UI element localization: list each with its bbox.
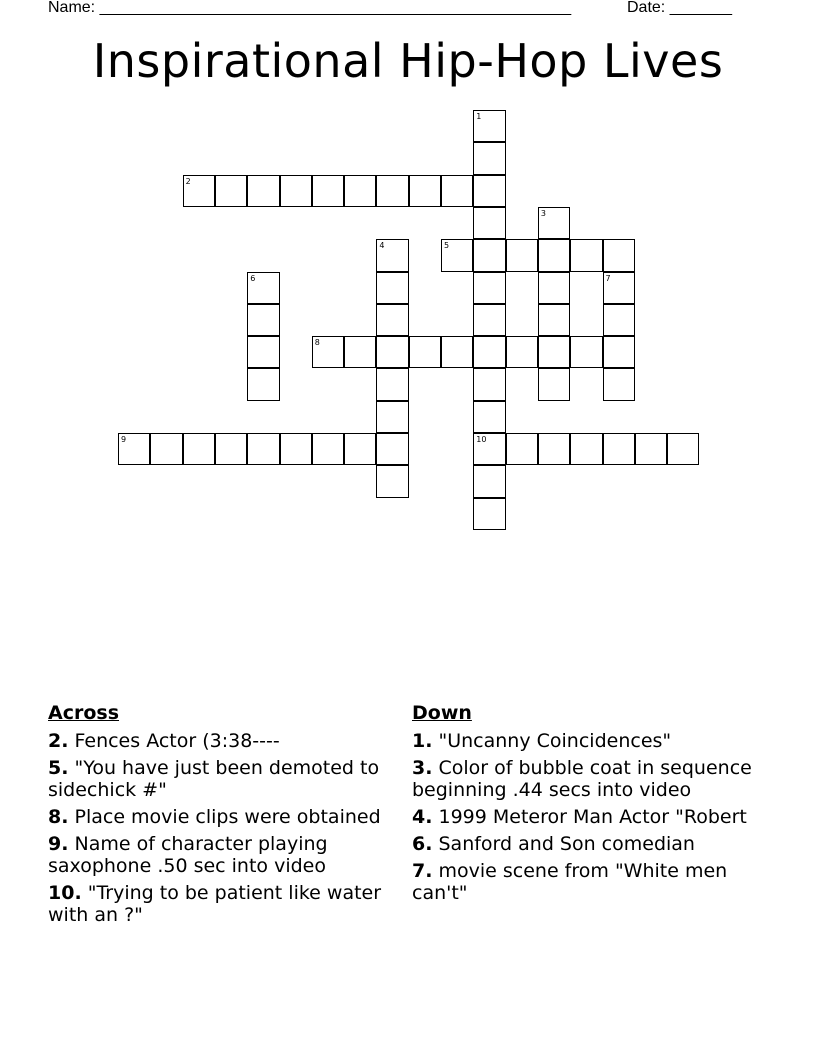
crossword-cell[interactable] (506, 336, 538, 368)
crossword-cell[interactable] (538, 433, 570, 465)
crossword-cell[interactable] (603, 368, 635, 400)
across-heading: Across (48, 702, 120, 724)
crossword-cell[interactable] (441, 336, 473, 368)
crossword-cell[interactable] (312, 433, 344, 465)
crossword-cell[interactable] (150, 433, 182, 465)
page-title: Inspirational Hip-Hop Lives (92, 34, 724, 88)
crossword-cell[interactable] (667, 433, 699, 465)
clue-text: movie scene from "White men can't" (412, 860, 728, 904)
crossword-cell[interactable] (570, 336, 602, 368)
clue-text: 1999 Meteror Man Actor "Robert (432, 806, 747, 828)
crossword-cell[interactable] (247, 368, 279, 400)
clue-number: 1. (412, 730, 433, 752)
crossword-cell[interactable] (635, 433, 667, 465)
crossword-cell[interactable] (247, 336, 279, 368)
clue-text: Place movie clips were obtained (68, 806, 381, 828)
clue-across-2 (48, 730, 388, 752)
crossword-cell[interactable] (376, 336, 408, 368)
crossword-cell[interactable] (280, 433, 312, 465)
crossword-cell[interactable] (603, 336, 635, 368)
crossword-cell[interactable] (603, 272, 635, 304)
crossword-cell[interactable] (344, 336, 376, 368)
crossword-cell[interactable] (473, 401, 505, 433)
crossword-cell[interactable] (247, 272, 279, 304)
crossword-cell[interactable] (473, 272, 505, 304)
clue-across-9 (48, 833, 388, 877)
date-field-label: Date: _______ (627, 0, 732, 16)
clue-number: 9. (48, 833, 69, 855)
crossword-cell[interactable] (183, 175, 215, 207)
cell-number: 5 (444, 241, 450, 251)
clue-number: 10. (48, 882, 82, 904)
crossword-cell[interactable] (473, 110, 505, 142)
crossword-cell[interactable] (538, 239, 570, 271)
crossword-cell[interactable] (409, 175, 441, 207)
down-clues (412, 702, 752, 909)
clue-down-4 (412, 806, 752, 828)
crossword-cell[interactable] (118, 433, 150, 465)
cell-number: 7 (605, 273, 611, 283)
crossword-cell[interactable] (473, 433, 505, 465)
crossword-cell[interactable] (473, 207, 505, 239)
clue-text: Color of bubble coat in sequence beginning .44 secs into video (412, 757, 752, 801)
crossword-cell[interactable] (473, 175, 505, 207)
crossword-cell[interactable] (247, 175, 279, 207)
crossword-cell[interactable] (603, 304, 635, 336)
crossword-cell[interactable] (538, 368, 570, 400)
crossword-cell[interactable] (473, 304, 505, 336)
crossword-cell[interactable] (280, 175, 312, 207)
clue-number: 2. (48, 730, 69, 752)
crossword-cell[interactable] (538, 304, 570, 336)
crossword-cell[interactable] (473, 239, 505, 271)
crossword-cell[interactable] (603, 433, 635, 465)
crossword-cell[interactable] (183, 433, 215, 465)
crossword-cell[interactable] (538, 336, 570, 368)
cell-number: 10 (476, 435, 487, 444)
crossword-cell[interactable] (376, 368, 408, 400)
crossword-cell[interactable] (215, 433, 247, 465)
crossword-cell[interactable] (215, 175, 247, 207)
crossword-cell[interactable] (376, 272, 408, 304)
clue-text: Fences Actor (3:38---- (68, 730, 280, 752)
crossword-cell[interactable] (441, 239, 473, 271)
crossword-cell[interactable] (376, 465, 408, 497)
crossword-cell[interactable] (473, 498, 505, 530)
clue-text: Sanford and Son comedian (432, 833, 695, 855)
clue-number: 3. (412, 757, 433, 779)
cell-number: 3 (540, 208, 546, 218)
crossword-cell[interactable] (376, 433, 408, 465)
crossword-cell[interactable] (344, 175, 376, 207)
clue-across-5 (48, 757, 388, 801)
crossword-cell[interactable] (376, 304, 408, 336)
crossword-cell[interactable] (409, 336, 441, 368)
clue-text: "Trying to be patient like water with an ?" (48, 882, 382, 926)
crossword-cell[interactable] (506, 433, 538, 465)
clue-text: "Uncanny Coincidences" (432, 730, 672, 752)
clue-number: 4. (412, 806, 433, 828)
down-heading: Down (412, 702, 472, 724)
crossword-cell[interactable] (376, 175, 408, 207)
crossword-cell[interactable] (247, 304, 279, 336)
clue-across-8 (48, 806, 388, 828)
crossword-cell[interactable] (570, 433, 602, 465)
crossword-cell[interactable] (603, 239, 635, 271)
crossword-cell[interactable] (473, 465, 505, 497)
across-clues (48, 702, 388, 931)
clue-down-7 (412, 860, 752, 904)
crossword-cell[interactable] (312, 336, 344, 368)
cell-number: 9 (121, 435, 127, 444)
cell-number: 1 (476, 112, 482, 121)
crossword-cell[interactable] (376, 239, 408, 271)
cell-number: 4 (379, 241, 385, 251)
name-field-label: Name: _____________________________________________________ (48, 0, 572, 16)
clue-down-1 (412, 730, 752, 752)
crossword-cell[interactable] (473, 368, 505, 400)
crossword-cell[interactable] (570, 239, 602, 271)
clue-number: 5. (48, 757, 69, 779)
cell-number: 2 (185, 176, 191, 186)
crossword-cell[interactable] (344, 433, 376, 465)
crossword-cell[interactable] (506, 239, 538, 271)
clue-number: 8. (48, 806, 69, 828)
clue-number: 7. (412, 860, 433, 882)
crossword-cell[interactable] (473, 142, 505, 174)
crossword-cell[interactable] (312, 175, 344, 207)
cell-number: 6 (250, 273, 256, 283)
clue-text: Name of character playing saxophone .50 sec into video (48, 833, 328, 877)
crossword-cell[interactable] (473, 336, 505, 368)
clue-number: 6. (412, 833, 433, 855)
crossword-cell[interactable] (376, 401, 408, 433)
clue-across-10 (48, 882, 388, 926)
clue-down-6 (412, 833, 752, 855)
clue-down-3 (412, 757, 752, 801)
crossword-cell[interactable] (538, 272, 570, 304)
clue-text: "You have just been demoted to sidechick #" (48, 757, 380, 801)
crossword-cell[interactable] (441, 175, 473, 207)
crossword-cell[interactable] (538, 207, 570, 239)
cell-number: 8 (314, 338, 320, 348)
crossword-cell[interactable] (247, 433, 279, 465)
